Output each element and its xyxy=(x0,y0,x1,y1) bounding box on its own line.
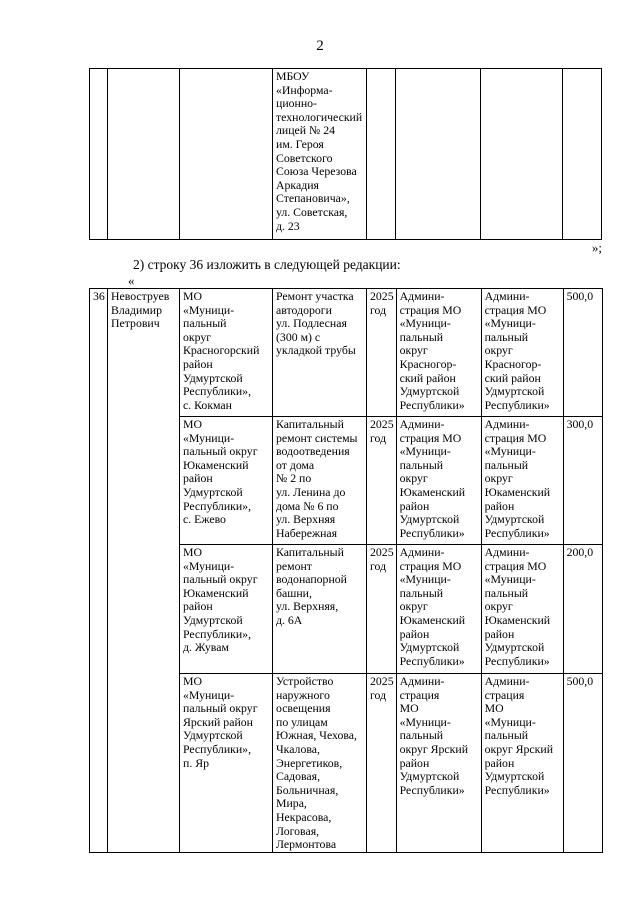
executor-cell xyxy=(396,69,481,240)
year-cell: 2025 год xyxy=(367,545,397,674)
year-cell: 2025 год xyxy=(367,289,397,417)
recipient-cell xyxy=(481,69,563,240)
row-36-table xyxy=(89,288,603,853)
year-cell: 2025 год xyxy=(367,417,397,545)
recipient-cell: Админи- страция МО «Муници- пальный округ Красногор- ский район Удмуртской Республики» xyxy=(481,289,563,417)
municipality-cell: МО «Муници- пальный округ Ярский район Удмуртской Республики», п. Яр xyxy=(180,674,273,853)
executor-cell: Админи- страция МО «Муници- пальный округ Красногор- ский район Удмуртской Республики» xyxy=(396,289,481,417)
page-number: 2 xyxy=(316,38,324,54)
work-cell: Капитальный ремонт водонапорной башни, ул. Верхняя, д. 6А xyxy=(273,545,367,674)
executor-cell: Админи- страция МО «Муници- пальный округ Юкаменский район Удмуртской Республики» xyxy=(396,545,481,674)
work-cell: Капитальный ремонт системы водоотведения от дома № 2 по ул. Ленина до дома № 6 по ул. Верхняя Набережная xyxy=(273,417,367,545)
recipient-cell: Админи- страция МО «Муници- пальный округ Ярский район Удмуртской Республики» xyxy=(481,674,563,853)
deputy-cell xyxy=(108,69,180,240)
amount-cell: 500,0 xyxy=(563,289,602,417)
table-row xyxy=(90,289,603,417)
recipient-cell: Админи- страция МО «Муници- пальный округ Юкаменский район Удмуртской Республики» xyxy=(481,417,563,545)
municipality-cell: МО «Муници- пальный округ Юкаменский район Удмуртской Республики», д. Жувам xyxy=(180,545,273,674)
amount-cell: 500,0 xyxy=(563,674,602,853)
year-cell: 2025 год xyxy=(367,674,397,853)
table-row xyxy=(90,69,602,240)
recipient-cell: Админи- страция МО «Муници- пальный округ Юкаменский район Удмуртской Республики» xyxy=(481,545,563,674)
municipality-cell xyxy=(180,69,273,240)
previous-rows-table xyxy=(89,68,602,240)
school-cell: МБОУ «Информа- ционно- технологический лицей № 24 им. Героя Советского Союза Черезова Аркадия Степановича», ул. Советская, д. 23 xyxy=(273,69,367,240)
row-number-cell: 36 xyxy=(90,289,108,853)
year-cell xyxy=(367,69,396,240)
executor-cell: Админи- страция МО «Муници- пальный округ Юкаменский район Удмуртской Республики» xyxy=(396,417,481,545)
municipality-cell: МО «Муници- пальный округ Юкаменский район Удмуртской Республики», с. Ежево xyxy=(180,417,273,545)
number-cell xyxy=(90,69,108,240)
opening-quote: « xyxy=(128,273,135,288)
amount-cell: 200,0 xyxy=(563,545,602,674)
amount-cell xyxy=(563,69,602,240)
deputy-cell: Невоструев Владимир Петрович xyxy=(108,289,180,853)
municipality-cell: МО «Муници- пальный округ Красногорский район Удмуртской Республики», с. Кокман xyxy=(180,289,273,417)
work-cell: Устройство наружного освещения по улицам Южная, Чехова, Чкалова, Энергетиков, Садовая, Больничная, Мира, Некрасова, Логовая, Лермонтова xyxy=(273,674,367,853)
closing-quote: »; xyxy=(591,240,602,255)
amendment-instruction: 2) строку 36 изложить в следующей редакции: xyxy=(133,257,401,272)
amount-cell: 300,0 xyxy=(563,417,602,545)
work-cell: Ремонт участка автодороги ул. Подлесная (300 м) с укладкой трубы xyxy=(273,289,367,417)
executor-cell: Админи- страция МО «Муници- пальный округ Ярский район Удмуртской Республики» xyxy=(396,674,481,853)
